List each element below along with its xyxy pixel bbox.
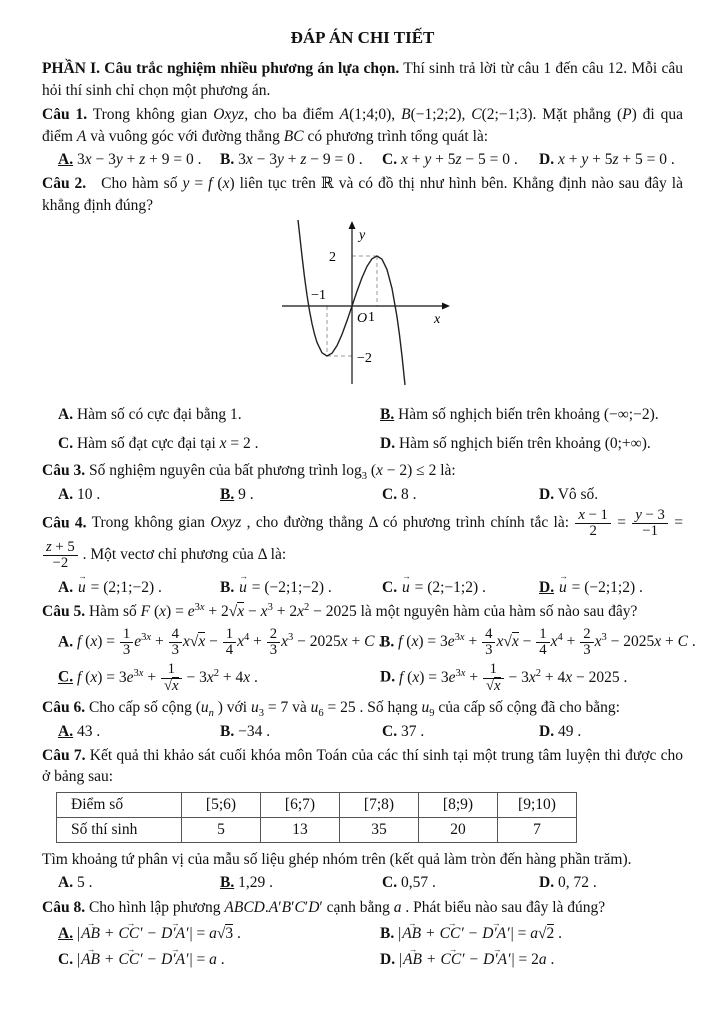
question-8-label: Câu 8. — [42, 898, 86, 916]
question-6-options — [42, 721, 683, 742]
table-cell: 35 — [340, 817, 419, 842]
table-cell: [5;6) — [182, 792, 261, 817]
function-graph — [42, 218, 683, 396]
x-axis-arrow — [442, 303, 450, 310]
frequency-table — [56, 792, 577, 843]
question-1-label: Câu 1. — [42, 106, 88, 124]
option-d: D. Hàm số nghịch biến trên khoảng (0;+∞). — [380, 434, 651, 452]
question-6-label: Câu 6. — [42, 699, 86, 717]
part1-header — [42, 58, 683, 101]
cubic-graph-svg — [274, 218, 450, 390]
question-4 — [42, 508, 683, 598]
question-8-options-row-2 — [42, 949, 683, 970]
question-5-options-row-1 — [42, 625, 696, 659]
table-cell: 5 — [182, 817, 261, 842]
option-c: C. 0,57 . — [382, 874, 436, 892]
question-8 — [42, 897, 683, 971]
table-cell: [9;10) — [498, 792, 577, 817]
option-d: D. |AB → + CC′ → − D′A′ →| = 2a . — [380, 949, 554, 970]
option-a: A. u → = (2;1;−2) . — [58, 577, 220, 598]
table-cell: [7;8) — [340, 792, 419, 817]
option-a: A. Hàm số có cực đại bằng 1. — [58, 406, 242, 424]
option-c: C. 37 . — [382, 722, 425, 740]
option-d: D. u → = (−2;1;2) . — [539, 577, 643, 598]
part1-head-desc: Thí sinh trả lời từ câu 1 đến câu 12. Mỗi câu hỏi thí sinh chỉ chọn một phương án. — [42, 60, 683, 99]
question-2-label: Câu 2. — [42, 175, 87, 193]
option-b: B. −34 . — [220, 722, 271, 740]
question-2-text: Cho hàm số y = f (x) liên tục trên ℝ và có đồ thị như hình bên. Khẳng định nào sau đây là khẳng định đúng? — [42, 175, 683, 214]
option-b: B. 9 . — [220, 485, 254, 503]
option-c: C. u → = (2;−1;2) . — [382, 577, 539, 598]
table-cell: [8;9) — [419, 792, 498, 817]
question-6 — [42, 697, 683, 742]
question-3-text: Số nghiệm nguyên của bất phương trình $\log_3 (x - 2) \le 2$ là: — [88, 462, 456, 483]
question-5-options-row-2 — [42, 662, 683, 694]
table-cell: [6;7) — [261, 792, 340, 817]
question-3-options — [42, 484, 683, 505]
tick-neg1: −1 — [311, 288, 326, 304]
option-d: D. Vô số. — [539, 485, 599, 503]
table-row-scores — [57, 792, 577, 817]
question-2-options-row-2 — [42, 433, 683, 454]
option-a: A. 5 . — [58, 874, 93, 892]
question-1 — [42, 104, 683, 170]
question-1-text: Trong không gian Oxyz, cho ba điểm A(1;4;0), B(−1;2;2), C(2;−1;3). Mặt phẳng (P) đi qua điểm A và vuông góc với đường thẳng BC có phương trình tổng quát là: — [42, 106, 683, 145]
option-a: A. |AB → + CC′ → − D′A′ →| = a√3 . — [58, 923, 380, 944]
table-row-counts — [57, 817, 577, 842]
question-7 — [42, 745, 683, 894]
question-3-label: Câu 3. — [42, 462, 86, 480]
option-c: C. |AB → + CC′ → − D′A′ →| = a . — [58, 949, 380, 970]
option-d: D. f $(x) = 3e^{3x}$ + $\frac{1}{√x}$ − $3x^2 + 4x - 2025$ . — [380, 661, 628, 694]
tick-2: 2 — [329, 250, 336, 266]
question-4-text: Trong không gian Oxyz , cho đường thẳng Δ có phương trình chính tắc là: $\frac{x - 1}{2}$ = $\frac{y - 3}{-1}$ = $\frac{z + 5}{-2}$ . Một vectơ chỉ phương của Δ là: — [42, 514, 683, 563]
question-3 — [42, 460, 683, 505]
question-4-label: Câu 4. — [42, 514, 87, 532]
option-c: C. 8 . — [382, 485, 417, 503]
option-a: A. f (x) = $\frac{1}{3}$ $e^{3x}$ + $\frac{4}{3}$ x√x − $\frac{1}{4}$ $x^4$ + $\frac{2}{3}$ $x^3 - 2025x + C$ . — [58, 625, 383, 658]
option-b: B. Hàm số nghịch biến trên khoảng (−∞;−2). — [380, 406, 659, 424]
option-b: B. |AB → + CC′ → − D′A′ →| = a√2 . — [380, 923, 562, 944]
tick-1: 1 — [368, 310, 375, 326]
option-a: A. 3x − 3y + z + 9 = 0 . — [58, 150, 202, 168]
part1-head-bold: PHẦN I. Câu trắc nghiệm nhiều phương án lựa chọn. — [42, 60, 400, 78]
option-a: A. 10 . — [58, 485, 101, 503]
question-5-label: Câu 5. — [42, 603, 86, 621]
tick-neg2: −2 — [357, 351, 372, 367]
question-8-options-row-1 — [42, 923, 683, 944]
option-c: C. Hàm số đạt cực đại tại x = 2 . — [58, 434, 259, 452]
y-axis-arrow — [349, 221, 356, 229]
option-d: D. 0, 72 . — [539, 874, 597, 892]
origin-label: O — [357, 311, 368, 327]
option-c: C. x + y + 5z − 5 = 0 . — [382, 150, 518, 168]
question-7-label: Câu 7. — [42, 747, 86, 765]
question-1-options — [42, 149, 683, 170]
option-d: D. x + y + 5z + 5 = 0 . — [539, 150, 675, 168]
page-title: ĐÁP ÁN CHI TIẾT — [290, 28, 435, 47]
table-cell: 13 — [261, 817, 340, 842]
question-7-follow-up: Tìm khoảng tứ phân vị của mẫu số liệu ghép nhóm trên (kết quả làm tròn đến hàng phần trăm). — [42, 850, 632, 868]
option-b: B. u → = (−2;1;−2) . — [220, 577, 382, 598]
table-cell: 20 — [419, 817, 498, 842]
option-d: D. 49 . — [539, 722, 582, 740]
question-2-options-row-1 — [42, 404, 683, 425]
question-6-text: Cho cấp số cộng ($u_n$ ) với $u_3 = 7$ và $u_6 = 25$ . Số hạng $u_9$ của cấp số cộng đã cho bằng: — [88, 699, 620, 720]
option-b: B. 1,29 . — [220, 874, 273, 892]
question-5 — [42, 601, 696, 694]
question-7-options — [42, 872, 683, 893]
table-header-cell: Điểm số — [57, 792, 182, 817]
option-b: B. 3x − 3y + z − 9 = 0 . — [220, 150, 363, 168]
option-a: A. 43 . — [58, 722, 101, 740]
question-4-options — [42, 577, 683, 598]
x-axis-label: x — [434, 312, 441, 328]
question-5-text: Hàm số F $(x) = e^{3x} + 2√x - x^3 + 2x^2 - 2025$ là một nguyên hàm của hàm số nào sau đây? — [88, 601, 638, 621]
question-8-text: Cho hình lập phương ABCD.A′B′C′D′ cạnh bằng a . Phát biểu nào sau đây là đúng? — [88, 898, 606, 916]
question-2 — [42, 173, 683, 454]
y-axis-label: y — [359, 228, 366, 244]
table-cell: 7 — [498, 817, 577, 842]
question-7-text: Kết quả thi khảo sát cuối khóa môn Toán của các thí sinh tại một trung tâm luyện thi được cho ở bảng sau: — [42, 747, 683, 786]
table-header-cell: Số thí sinh — [57, 817, 182, 842]
option-c: C. f $(x) = 3e^{3x}$ + $\frac{1}{√x}$ − $3x^2 + 4x$ . — [58, 661, 258, 694]
option-b: B. f $(x) = 3e^{3x}$ + $\frac{4}{3}$ x√x − $\frac{1}{4}$ $x^4$ + $\frac{2}{3}$ $x^3 - 2025x + C$ . — [380, 625, 696, 658]
